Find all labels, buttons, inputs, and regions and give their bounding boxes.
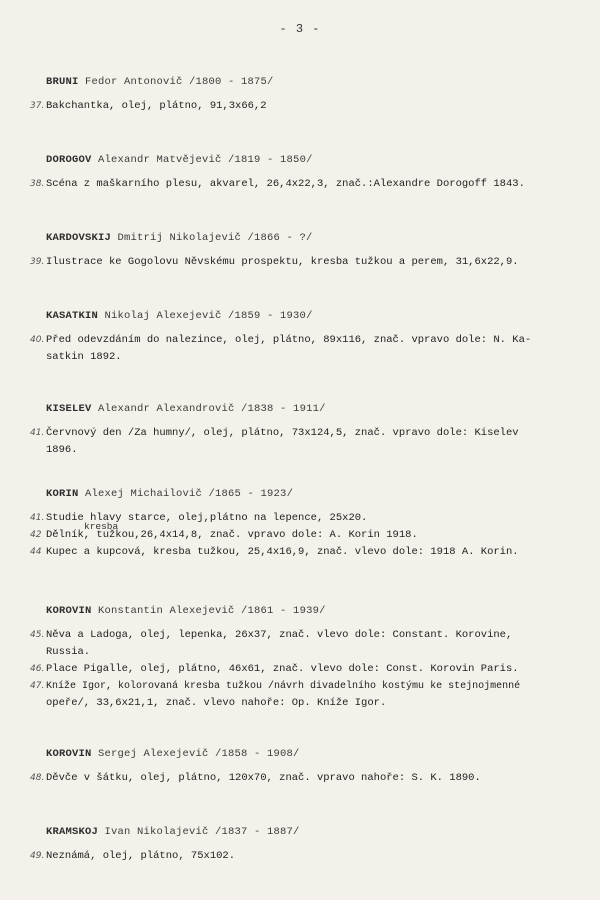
work-item [30, 176, 586, 193]
catalogue-number: 44 [30, 547, 42, 557]
work-item [30, 510, 586, 527]
catalogue-number: 38. [30, 179, 45, 189]
catalogue-number: 39. [30, 257, 45, 267]
artist-surname: BRUNI [46, 76, 79, 88]
work-line: opeře/, 33,6x21,1, znač. vlevo nahoře: Op. Kníže Igor. [46, 697, 387, 709]
work-item [30, 254, 586, 271]
artist-heading [46, 310, 586, 322]
artist-surname: KOROVIN [46, 605, 92, 617]
catalogue-number: 37. [30, 101, 45, 111]
entry-korovin-sergej [30, 748, 586, 787]
entry-bruni [30, 76, 586, 115]
work-line: Bakchantka, olej, plátno, 91,3x66,2 [46, 100, 267, 112]
catalogue-number: 48. [30, 773, 45, 783]
catalogue-number: 47. [30, 681, 45, 691]
work-item [30, 98, 586, 115]
entry-kasatkin [30, 310, 586, 366]
work-item [30, 661, 586, 678]
artist-name-dates: Ivan Nikolajevič /1837 - 1887/ [104, 826, 300, 838]
artist-heading [46, 403, 586, 415]
artist-name-dates: Konstantin Alexejevič /1861 - 1939/ [98, 605, 326, 617]
artist-name-dates: Dmitrij Nikolajevič /1866 - ?/ [117, 232, 313, 244]
work-line: Studie hlavy starce, olej,plátno na lepence, 25x20. [46, 512, 368, 524]
artist-heading [46, 826, 586, 838]
work-item [30, 848, 586, 865]
page-number: - 3 - [279, 22, 321, 36]
catalogue-number: 40. [30, 335, 45, 345]
artist-heading [46, 748, 586, 760]
work-line: Neznámá, olej, plátno, 75x102. [46, 850, 236, 862]
artist-heading [46, 232, 586, 244]
artist-heading [46, 154, 586, 166]
work-item [30, 544, 586, 561]
work-line: Kupec a kupcová, kresba tužkou, 25,4x16,9, znač. vlevo dole: 1918 A. Korin. [46, 546, 519, 558]
entry-kardovskij [30, 232, 586, 271]
artist-name-dates: Sergej Alexejevič /1858 - 1908/ [98, 748, 300, 760]
work-line: Kníže Igor, kolorovaná kresba tužkou /návrh divadelního kostýmu ke stejnojmenné [46, 681, 521, 692]
work-line: Russia. [46, 646, 91, 658]
catalogue-number: 46. [30, 664, 45, 674]
artist-name-dates: Fedor Antonovič /1800 - 1875/ [85, 76, 274, 88]
work-line: Scéna z maškarního plesu, akvarel, 26,4x22,3, znač.:Alexandre Dorogoff 1843. [46, 178, 525, 190]
work-line: Před odevzdáním do nalezince, olej, plátno, 89x116, znač. vpravo dole: N. Ka- [46, 334, 532, 346]
work-line: Děvče v šátku, olej, plátno, 120x70, znač. vpravo nahoře: S. K. 1890. [46, 772, 481, 784]
artist-surname: KISELEV [46, 403, 92, 415]
entry-dorogov [30, 154, 586, 193]
work-item [30, 521, 586, 544]
artist-name-dates: Alexandr Alexandrovič /1838 - 1911/ [98, 403, 326, 415]
artist-surname: DOROGOV [46, 154, 92, 166]
work-line: Ilustrace ke Gogolovu Něvskému prospektu, kresba tužkou a perem, 31,6x22,9. [46, 256, 519, 268]
work-item [30, 678, 586, 712]
entry-korin [30, 488, 586, 561]
artist-name-dates: Alexej Michailovič /1865 - 1923/ [85, 488, 294, 500]
catalogue-number: 45. [30, 630, 45, 640]
work-line: 1896. [46, 444, 78, 456]
work-line: Place Pigalle, olej, plátno, 46x61, znač. vlevo dole: Const. Korovin Paris. [46, 663, 519, 675]
entry-korovin-konstantin [30, 605, 586, 712]
artist-heading [46, 488, 586, 500]
artist-surname: KARDOVSKIJ [46, 232, 112, 244]
work-item [30, 627, 586, 661]
work-item [30, 425, 586, 459]
catalogue-number: 41. [30, 428, 45, 438]
entry-kiselev [30, 403, 586, 459]
work-item [30, 770, 586, 787]
artist-surname: KOROVIN [46, 748, 92, 760]
work-line: satkin 1892. [46, 351, 122, 363]
entry-kramskoj [30, 826, 586, 865]
artist-heading [46, 605, 586, 617]
work-line: Něva a Ladoga, olej, lepenka, 26x37, znač. vlevo dole: Constant. Korovine, [46, 629, 513, 641]
handwritten-insert: kresba [84, 521, 119, 532]
work-line: Dělník, tužkou,26,4x14,8, znač. vpravo dole: A. Korin 1918. [46, 529, 418, 541]
artist-name-dates: Alexandr Matvějevič /1819 - 1850/ [98, 154, 313, 166]
catalogue-number: 49. [30, 851, 45, 861]
work-line: Červnový den /Za humny/, olej, plátno, 73x124,5, znač. vpravo dole: Kiselev [46, 427, 519, 439]
artist-surname: KASATKIN [46, 310, 99, 322]
work-item [30, 332, 586, 366]
artist-surname: KORIN [46, 488, 79, 500]
artist-surname: KRAMSKOJ [46, 826, 99, 838]
artist-heading [46, 76, 586, 88]
catalogue-number: 41. [30, 513, 45, 523]
artist-name-dates: Nikolaj Alexejevič /1859 - 1930/ [104, 310, 313, 322]
catalogue-number: 42 [30, 530, 42, 540]
